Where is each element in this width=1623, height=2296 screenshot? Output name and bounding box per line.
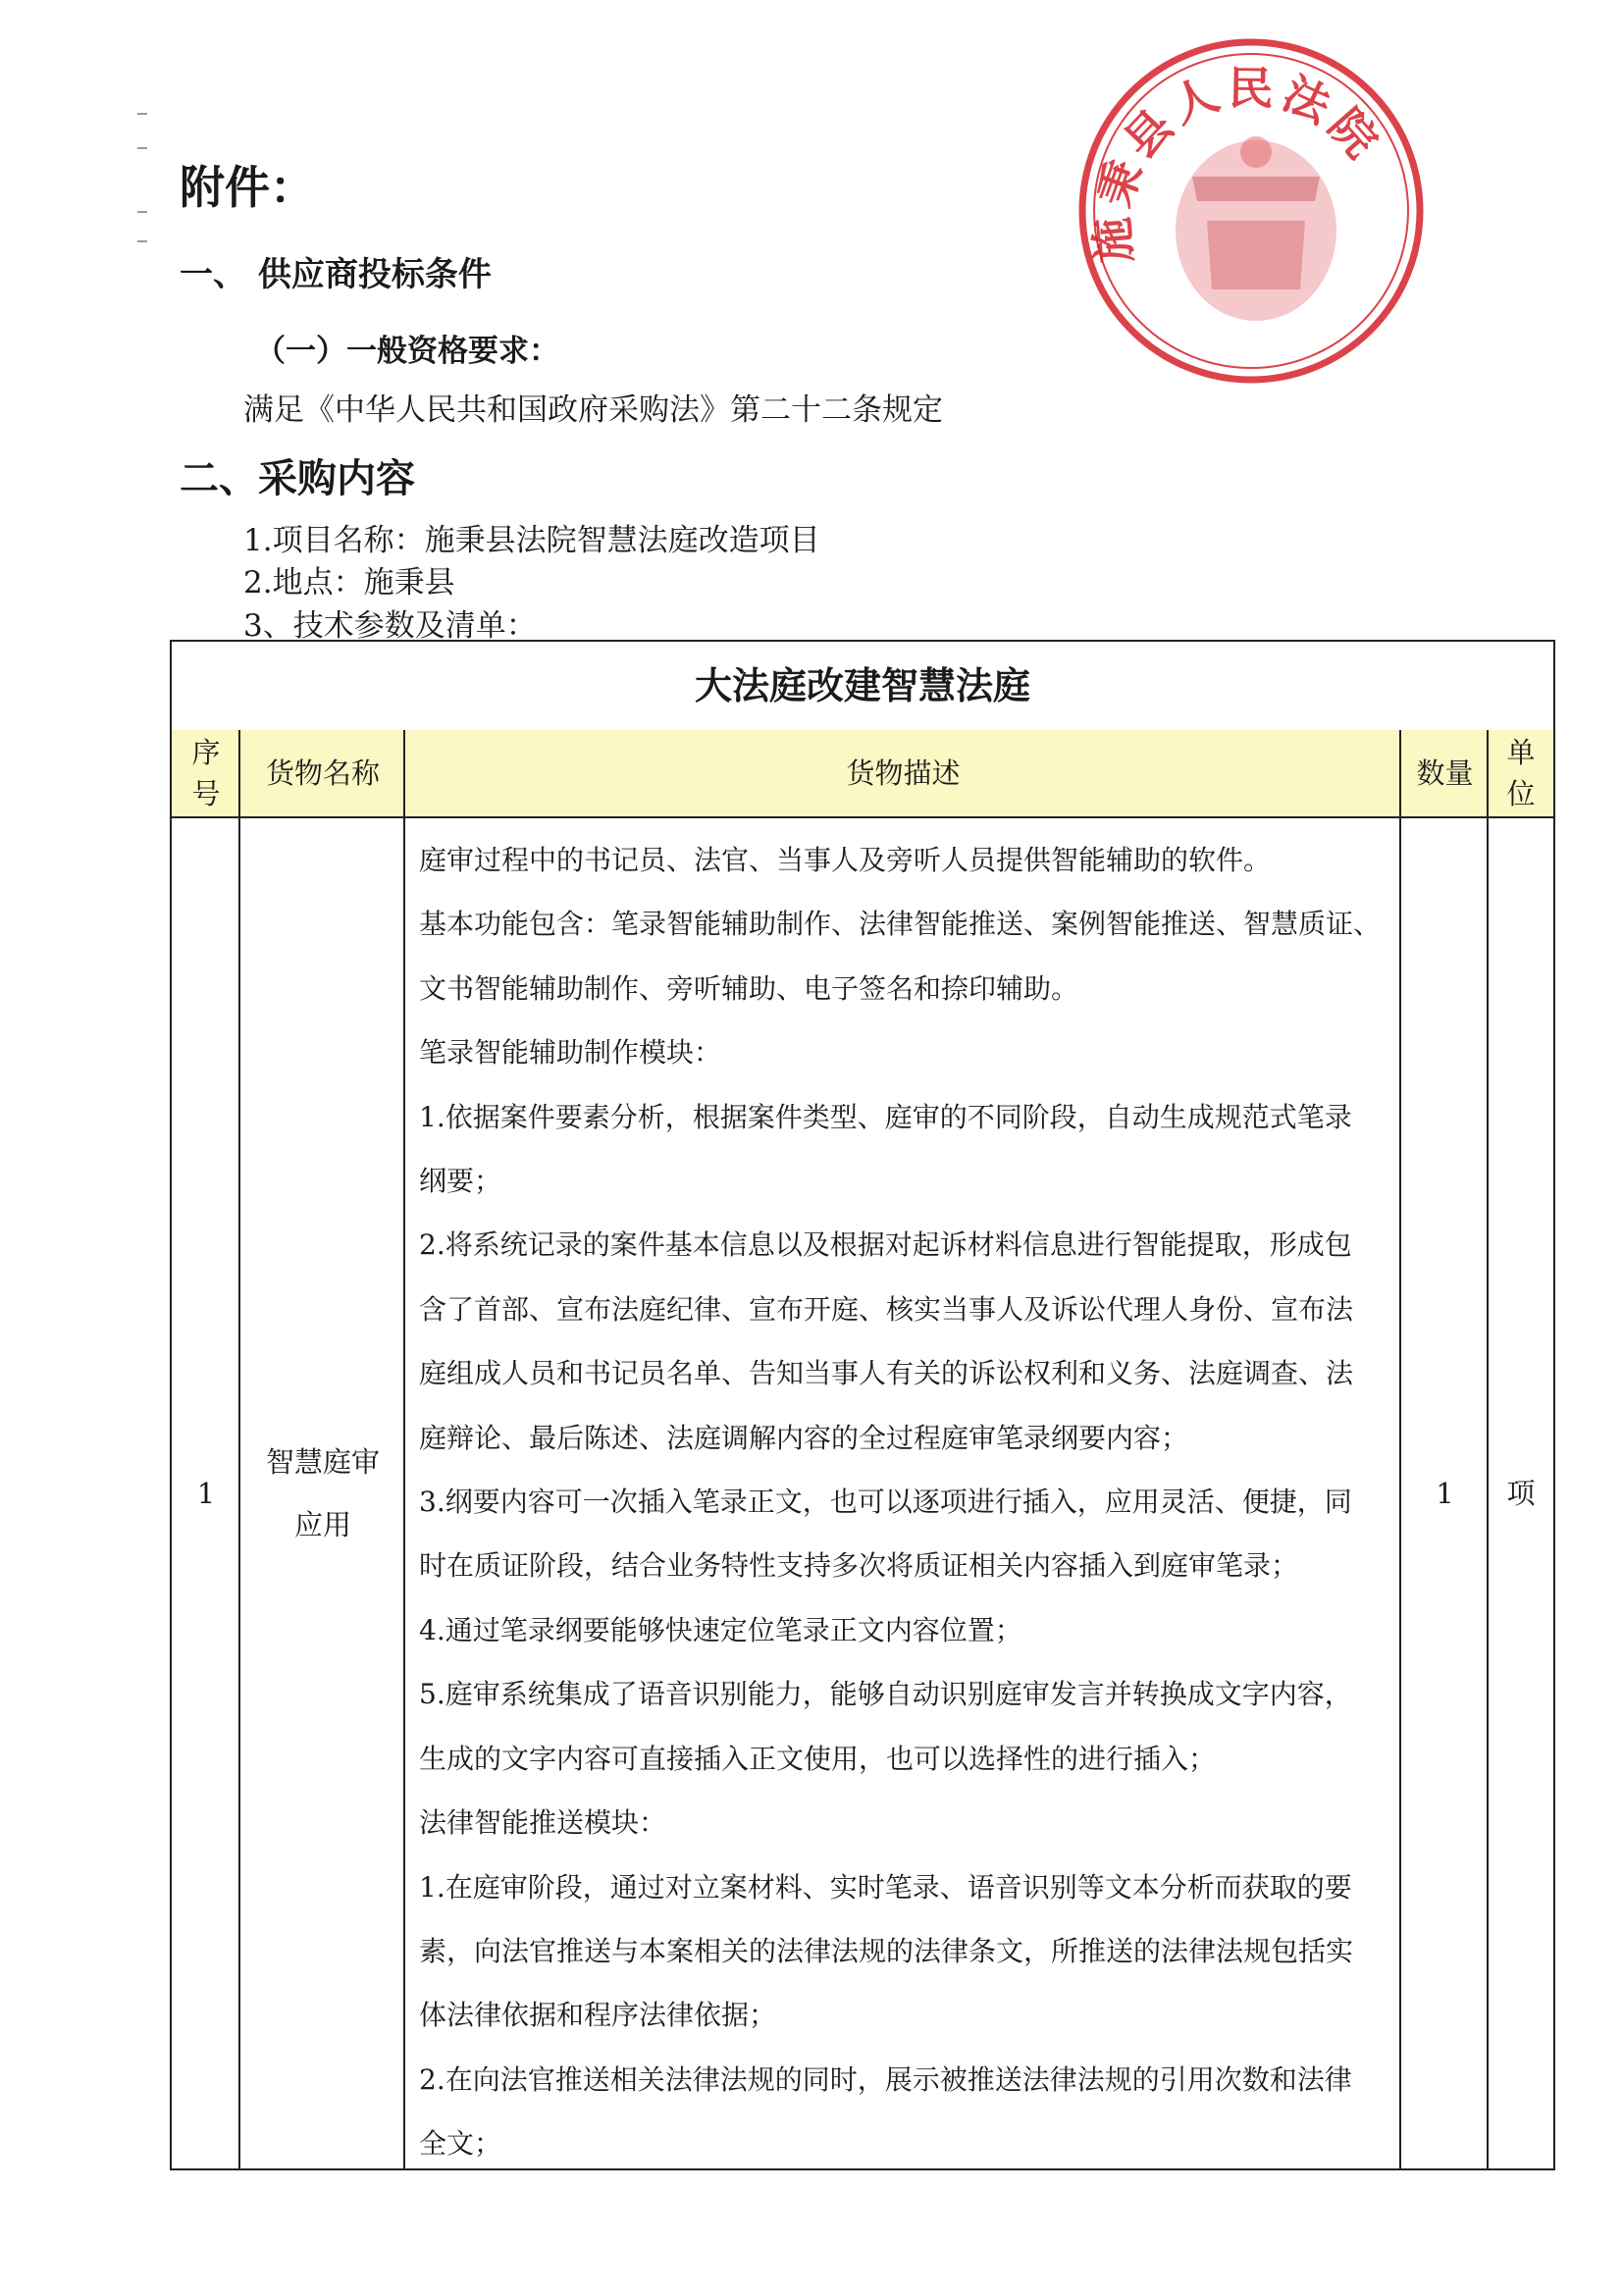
seal-text: 施秉县人民法院 xyxy=(1084,61,1392,265)
header-goods-name: 货物名称 xyxy=(265,757,380,790)
description-line: 庭组成人员和书记员名单、告知当事人有关的诉讼权利和义务、法庭调查、法 xyxy=(419,1357,1354,1390)
table-title: 大法庭改建智慧法庭 xyxy=(172,642,1553,732)
table-header-row xyxy=(172,730,1553,818)
row-unit: 项 xyxy=(1506,1477,1536,1510)
description-line: 2.将系统记录的案件基本信息以及根据对起诉材料信息进行智能提取，形成包 xyxy=(419,1228,1352,1262)
section1-subheading: （一）一般资格要求： xyxy=(255,334,559,369)
description-line: 2.在向法官推送相关法律法规的同时，展示被推送法律法规的引用次数和法律 xyxy=(419,2062,1352,2096)
header-goods-description: 货物描述 xyxy=(846,757,961,790)
technical-params-item: 3、技术参数及清单： xyxy=(243,608,537,644)
description-line: 1.在庭审阶段，通过对立案材料、实时笔录、语音识别等文本分析而获取的要 xyxy=(419,1870,1352,1904)
description-line: 笔录智能辅助制作模块： xyxy=(419,1036,722,1070)
description-line: 1.依据案件要素分析，根据案件类型、庭审的不同阶段，自动生成规范式笔录 xyxy=(419,1100,1352,1133)
description-line: 庭审过程中的书记员、法官、当事人及旁听人员提供智能辅助的软件。 xyxy=(419,844,1272,876)
description-line: 5.庭审系统集成了语音识别能力，能够自动识别庭审发言并转换成文字内容， xyxy=(419,1678,1352,1711)
description-line: 时在质证阶段，结合业务特性支持多次将质证相关内容插入到庭审笔录； xyxy=(419,1549,1299,1583)
description-line: 含了首部、宣布法庭纪律、宣布开庭、核实当事人及诉讼代理人身份、宣布法 xyxy=(419,1292,1354,1326)
scan-mark xyxy=(137,113,147,115)
description-line: 素，向法官推送与本案相关的法律法规的法律条文，所推送的法律法规包括实 xyxy=(419,1934,1354,1967)
description-line: 体法律依据和程序法律依据； xyxy=(419,1999,777,2032)
description-line: 全文； xyxy=(419,2127,502,2161)
description-line: 文书智能辅助制作、旁听辅助、电子签名和捺印辅助。 xyxy=(419,971,1079,1005)
row-goods-name: 智慧庭审应用 xyxy=(265,1445,380,1541)
description-line: 4.通过笔录纲要能够快速定位笔录正文内容位置； xyxy=(419,1613,1022,1646)
location-item: 2.地点：施秉县 xyxy=(243,565,455,600)
section2-heading: 二、采购内容 xyxy=(180,456,415,501)
row-index: 1 xyxy=(196,1477,216,1510)
scan-mark xyxy=(137,240,147,242)
header-unit: 单位 xyxy=(1506,736,1536,810)
description-line: 3.纲要内容可一次插入笔录正文，也可以逐项进行插入，应用灵活、便捷，同 xyxy=(419,1486,1352,1519)
scan-mark xyxy=(137,211,147,213)
goods-table xyxy=(170,640,1555,2170)
official-seal-stamp xyxy=(1070,29,1433,392)
scan-mark xyxy=(137,147,147,149)
annex-title: 附件： xyxy=(180,161,315,214)
row-quantity: 1 xyxy=(1436,1477,1454,1510)
project-name-item: 1.项目名称：施秉县法院智慧法庭改造项目 xyxy=(243,523,820,558)
header-quantity: 数量 xyxy=(1416,757,1474,790)
description-line: 庭辩论、最后陈述、法庭调解内容的全过程庭审笔录纲要内容； xyxy=(419,1421,1189,1454)
description-line: 生成的文字内容可直接插入正文使用，也可以选择性的进行插入； xyxy=(419,1742,1217,1775)
section1-text: 满足《中华人民共和国政府采购法》第二十二条规定 xyxy=(243,392,943,428)
description-line: 纲要； xyxy=(419,1165,502,1198)
description-line: 基本功能包含：笔录智能辅助制作、法律智能推送、案例智能推送、智慧质证、 xyxy=(419,908,1382,941)
section1-heading: 一、 供应商投标条件 xyxy=(180,255,492,294)
row-goods-description xyxy=(405,818,1401,2168)
description-line: 法律智能推送模块： xyxy=(419,1806,667,1840)
header-index: 序号 xyxy=(191,736,221,810)
